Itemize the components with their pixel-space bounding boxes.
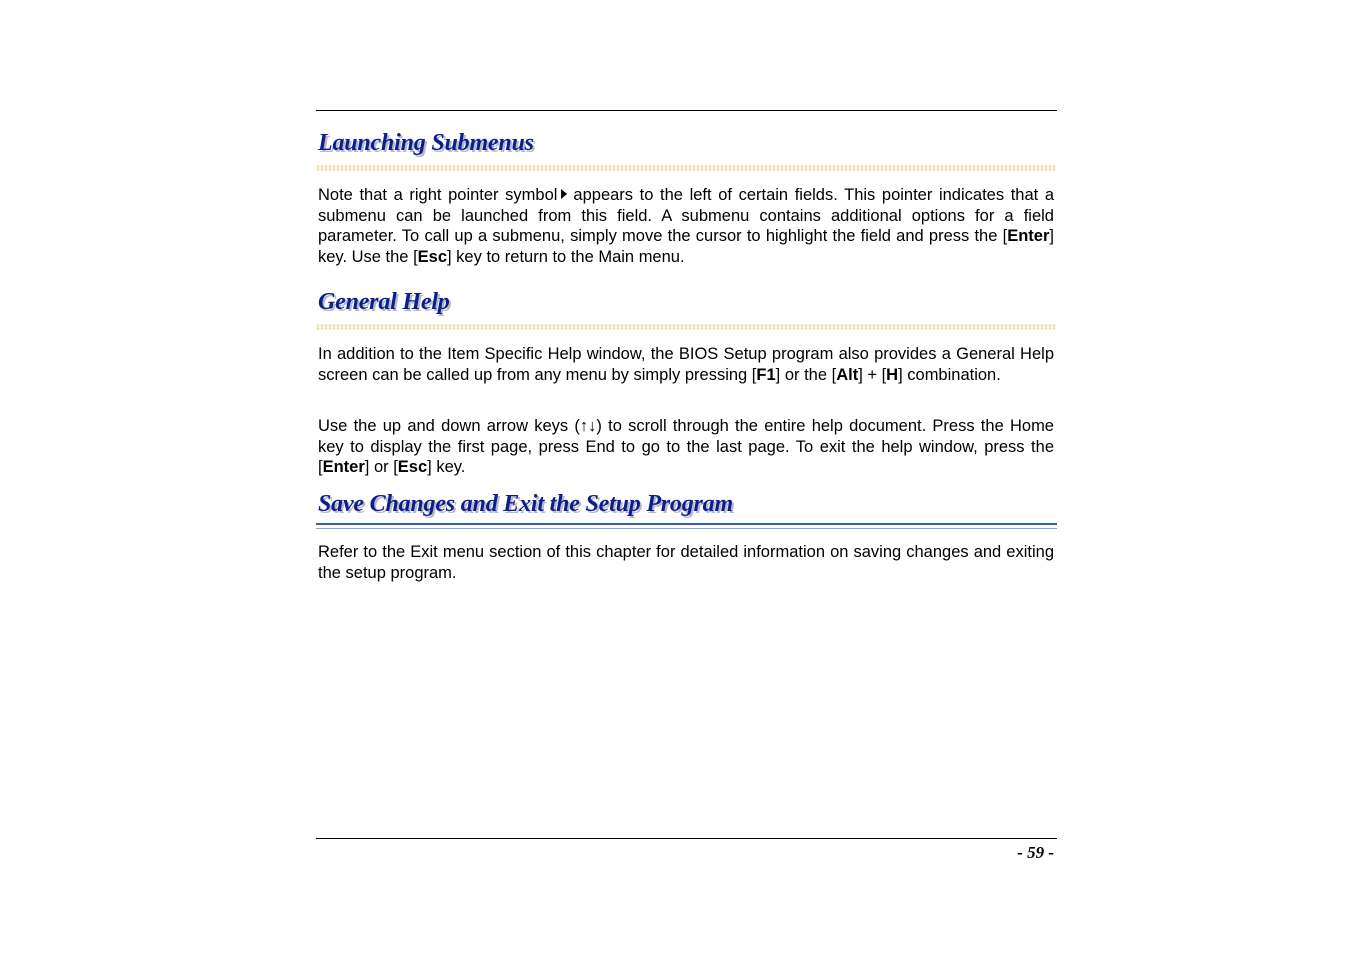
key-esc: Esc — [417, 247, 448, 266]
key-esc: Esc — [397, 458, 428, 476]
heading-launching-submenus: Launching Submenus — [318, 130, 534, 156]
right-pointer-icon — [561, 189, 567, 199]
heading-save-changes: Save Changes and Exit the Setup Program — [318, 491, 733, 517]
paragraph-launching-submenus: Note that a right pointer symbol appears to the left of certain fields. This pointer indicates that a submenu can be launched from this field. A submenu contains additional options for a field parameter. To call up a submenu, simply move the cursor to highlight the field and press the [Enter] key. Use the [Esc] key to return to the Main menu. — [318, 186, 1054, 266]
bottom-rule — [316, 838, 1057, 839]
paragraph-save-changes: Refer to the Exit menu section of this chapter for detailed information on saving changes and exiting the setup program. — [318, 543, 1054, 582]
dotted-rule — [316, 165, 1057, 171]
key-alt: Alt — [836, 365, 859, 384]
paragraph-general-help-1: In addition to the Item Specific Help window, the BIOS Setup program also provides a General Help screen can be called up from any menu by simply pressing [F1] or the [Alt] + [H] combination. — [318, 345, 1054, 384]
key-f1: F1 — [756, 365, 776, 384]
top-rule — [316, 110, 1057, 111]
dotted-rule — [316, 324, 1057, 330]
key-enter: Enter — [1007, 227, 1050, 245]
page-number: - 59 - — [1017, 843, 1054, 862]
key-enter: Enter — [322, 458, 365, 476]
double-rule — [316, 523, 1057, 529]
paragraph-general-help-2: Use the up and down arrow keys (↑↓) to scroll through the entire help document. Press the Home key to display the first page, press End to go to the last page. To exit the help window, press the [Enter] or [Esc] key. — [318, 417, 1054, 476]
key-h: H — [886, 365, 899, 384]
heading-general-help: General Help — [318, 289, 450, 315]
document-page — [316, 110, 1057, 870]
